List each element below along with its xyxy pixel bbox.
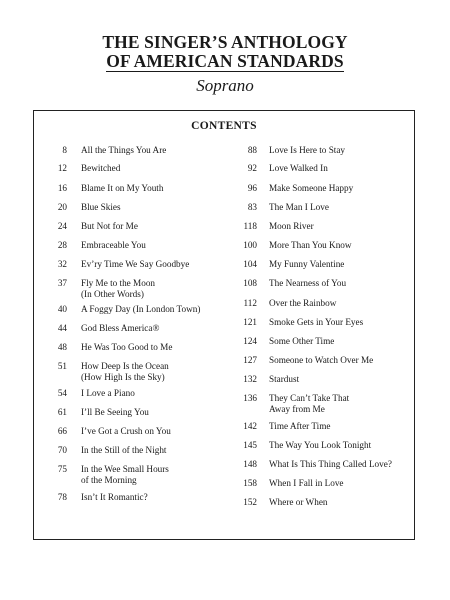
entry-page-number: 124	[243, 336, 257, 346]
entry-title-line: I Love a Piano	[81, 388, 135, 398]
entry-title	[81, 304, 200, 315]
entry-page-number: 78	[57, 492, 67, 502]
entry-title	[269, 145, 345, 156]
entry-title	[81, 342, 172, 353]
entry-title	[269, 259, 344, 270]
entry-page-number: 127	[243, 355, 257, 365]
entry-title-line: When I Fall in Love	[269, 478, 344, 488]
entry-title	[81, 492, 148, 503]
entry-title	[269, 240, 352, 251]
entry-title	[269, 374, 299, 385]
entry-page-number: 145	[243, 440, 257, 450]
entry-title	[81, 407, 149, 418]
entry-page-number: 100	[243, 240, 257, 250]
entry-page-number: 51	[57, 361, 67, 371]
entry-title	[269, 393, 349, 415]
book-title-line-1: THE SINGER’S ANTHOLOGY	[102, 32, 348, 52]
entry-title	[269, 183, 353, 194]
contents-heading: CONTENTS	[191, 120, 257, 132]
entry-page-number: 28	[57, 240, 67, 250]
entry-page-number: 70	[57, 445, 67, 455]
entry-title	[269, 497, 328, 508]
entry-title	[269, 278, 346, 289]
entry-page-number: 104	[243, 259, 257, 269]
entry-title-line: Make Someone Happy	[269, 183, 354, 193]
entry-title	[269, 317, 363, 328]
entry-page-number: 16	[57, 183, 67, 193]
entry-page-number: 54	[57, 388, 67, 398]
entry-title	[81, 259, 189, 270]
entry-title	[269, 355, 373, 366]
entry-title-line: Moon River	[269, 221, 314, 231]
entry-title	[269, 336, 334, 347]
book-title-line-2: OF AMERICAN STANDARDS	[106, 51, 344, 71]
entry-page-number: 37	[57, 278, 67, 288]
entry-page-number: 48	[57, 342, 67, 352]
title-block	[0, 33, 450, 95]
contents-box	[33, 110, 415, 540]
entry-page-number: 40	[57, 304, 67, 314]
entry-title	[81, 183, 163, 194]
entry-title-line: He Was Too Good to Me	[81, 342, 173, 352]
entry-title	[81, 445, 167, 456]
entry-title-line: Bewitched	[81, 163, 121, 173]
entry-title-line: My Funny Valentine	[269, 259, 345, 269]
entry-title	[269, 163, 328, 174]
entry-title	[81, 361, 169, 383]
entry-title	[269, 221, 314, 232]
entry-page-number: 20	[57, 202, 67, 212]
entry-title-line: Love Is Here to Stay	[269, 145, 346, 155]
entry-title	[269, 202, 329, 213]
entry-page-number: 83	[247, 202, 257, 212]
entry-title-line: The Way You Look Tonight	[269, 440, 372, 450]
entry-title-line: Love Walked In	[269, 163, 328, 173]
entry-title-line: Blame It on My Youth	[81, 183, 164, 193]
entry-page-number: 92	[247, 163, 257, 173]
entry-title	[81, 388, 135, 399]
entry-title-line: The Man I Love	[269, 202, 329, 212]
entry-title	[269, 459, 392, 470]
entry-title-line: Stardust	[269, 374, 300, 384]
entry-title	[81, 464, 169, 486]
entry-page-number: 24	[57, 221, 67, 231]
entry-page-number: 8	[62, 145, 67, 155]
entry-title	[81, 278, 155, 300]
entry-title-line: God Bless America®	[81, 323, 160, 333]
entry-page-number: 121	[243, 317, 257, 327]
entry-page-number: 32	[57, 259, 67, 269]
entry-title-line: I’ll Be Seeing You	[81, 407, 149, 417]
entry-page-number: 61	[57, 407, 67, 417]
entry-title-line: More Than You Know	[269, 240, 352, 250]
entry-title-line: Over the Rainbow	[269, 298, 337, 308]
entry-page-number: 66	[57, 426, 67, 436]
entry-page-number: 152	[243, 497, 257, 507]
entry-page-number: 158	[243, 478, 257, 488]
entry-title	[269, 440, 371, 451]
entry-title-line: Embraceable You	[81, 240, 146, 250]
entry-title-line: (In Other Words)	[81, 289, 144, 299]
entry-title	[269, 421, 330, 432]
entry-page-number: 88	[247, 145, 257, 155]
entry-title	[81, 221, 138, 232]
entry-title-line: Isn’t It Romantic?	[81, 492, 148, 502]
entry-title-line: Where or When	[269, 497, 328, 507]
entry-title-line: Someone to Watch Over Me	[269, 355, 374, 365]
entry-title-line: In the Wee Small Hours	[81, 464, 169, 474]
entry-title-line: But Not for Me	[81, 221, 138, 231]
entry-title	[81, 240, 146, 251]
entry-title-line: They Can’t Take That	[269, 393, 350, 403]
entry-title-line: Ev’ry Time We Say Goodbye	[81, 259, 190, 269]
entry-title-line: (How High Is the Sky)	[81, 372, 165, 382]
entry-page-number: 108	[243, 278, 257, 288]
entry-title-line: of the Morning	[81, 475, 137, 485]
entry-title-line: In the Still of the Night	[81, 445, 167, 455]
entry-title	[81, 323, 159, 334]
entry-title	[81, 163, 120, 174]
entry-title	[81, 202, 121, 213]
entry-page-number: 132	[243, 374, 257, 384]
entry-title-line: A Foggy Day (In London Town)	[81, 304, 201, 314]
entry-page-number: 118	[243, 221, 257, 231]
entry-page-number: 96	[247, 183, 257, 193]
entry-title-line: All the Things You Are	[81, 145, 167, 155]
entry-title	[269, 478, 344, 489]
entry-title-line: Smoke Gets in Your Eyes	[269, 317, 364, 327]
entry-page-number: 148	[243, 459, 257, 469]
entry-page-number: 136	[243, 393, 257, 403]
entry-title	[269, 298, 336, 309]
entry-title-line: How Deep Is the Ocean	[81, 361, 169, 371]
entry-page-number: 142	[243, 421, 257, 431]
entry-title	[81, 145, 166, 156]
entry-title-line: I’ve Got a Crush on You	[81, 426, 171, 436]
entry-page-number: 44	[57, 323, 67, 333]
entry-title-line: The Nearness of You	[269, 278, 347, 288]
entry-title-line: Away from Me	[269, 404, 325, 414]
entry-title-line: Blue Skies	[81, 202, 121, 212]
entry-title-line: What Is This Thing Called Love?	[269, 459, 392, 469]
entry-page-number: 75	[57, 464, 67, 474]
entry-title-line: Fly Me to the Moon	[81, 278, 156, 288]
entry-title	[81, 426, 171, 437]
entry-page-number: 12	[57, 163, 67, 173]
entry-title-line: Some Other Time	[269, 336, 335, 346]
entry-title-line: Time After Time	[269, 421, 331, 431]
entry-page-number: 112	[243, 298, 257, 308]
book-subtitle: Soprano	[196, 76, 254, 95]
